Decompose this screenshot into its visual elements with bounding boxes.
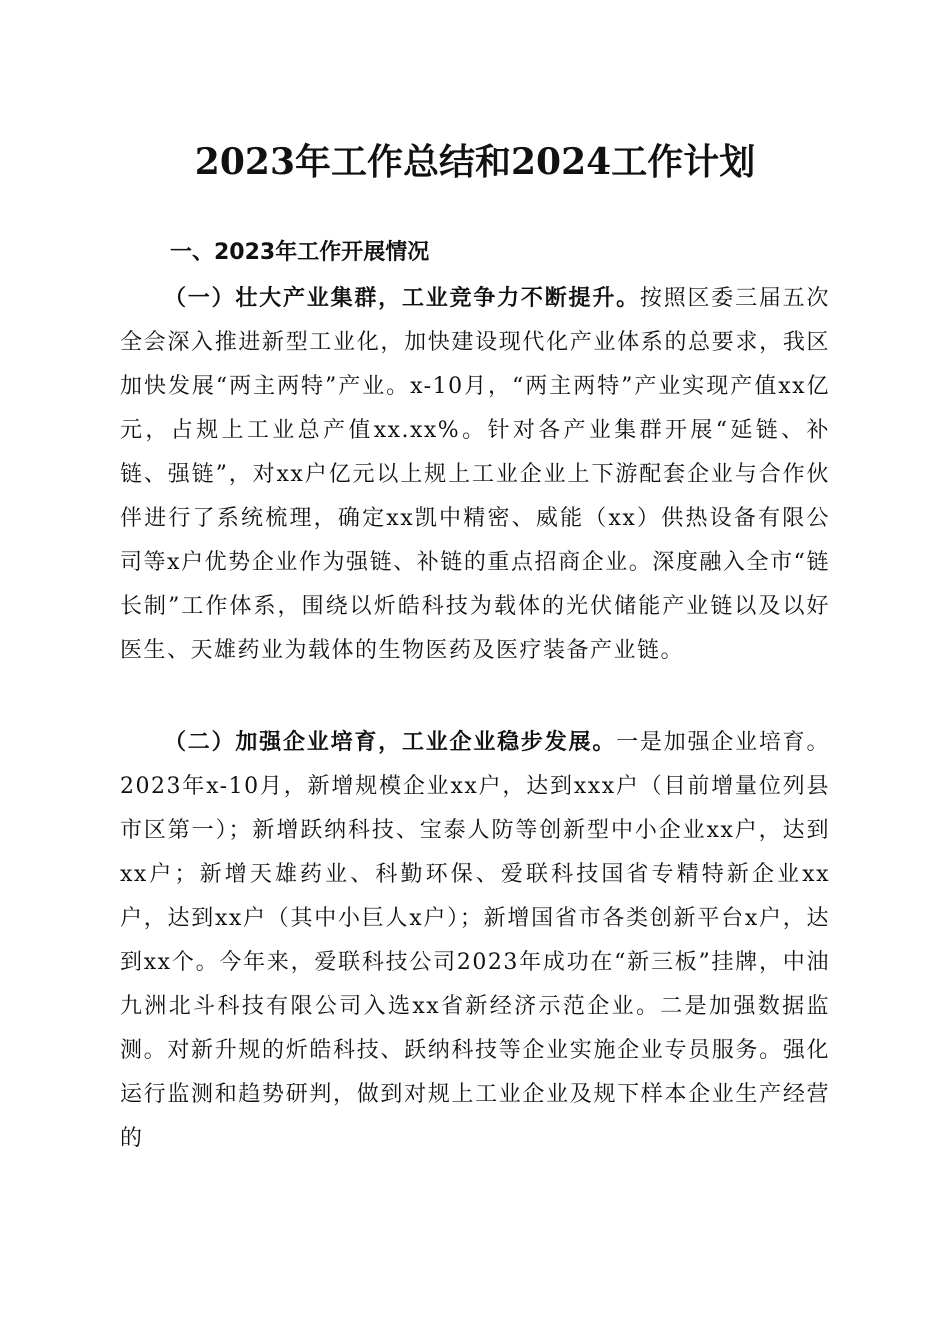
section-heading: 一、2023年工作开展情况 [170,240,430,265]
paragraph-1-body: 按照区委三届五次全会深入推进新型工业化，加快建设现代化产业体系的总要求，我区加快发展“两主两特”产业。x-10月，“两主两特”产业实现产值xx亿元，占规上工业总产值xx.xx%。针对各产业集群开展“延链、补链、强链”，对xx户亿元以上规上工业企业上下游配套企业与合作伙伴进行了系统梳理，确定xx凯中精密、威能（xx）供热设备有限公司等x户优势企业作为强链、补链的重点招商企业。深度融入全市“链长制”工作体系，围绕以炘皓科技为载体的光伏储能产业链以及以好医生、天雄药业为载体的生物医药及医疗装备产业链。 [120,286,830,663]
paragraph-1 [120,277,830,673]
paragraph-2-body: 一是加强企业培育。2023年x-10月，新增规模企业xx户，达到xxx户（目前增量位列县市区第一）；新增跃纳科技、宝泰人防等创新型中小企业xx户，达到xx户；新增天雄药业、科勤环保、爱联科技国省专精特新企业xx户，达到xx户（其中小巨人x户）；新增国省市各类创新平台x户，达到xx个。今年来，爱联科技公司2023年成功在“新三板”挂牌，中油九洲北斗科技有限公司入选xx省新经济示范企业。二是加强数据监测。对新升规的炘皓科技、跃纳科技等企业实施企业专员服务。强化运行监测和趋势研判，做到对规上工业企业及规下样本企业生产经营的 [120,730,830,1151]
paragraph-1-lead: （一）壮大产业集群，工业竞争力不断提升。 [164,286,640,311]
paragraph-2-lead: （二）加强企业培育，工业企业稳步发展。 [164,730,617,755]
document-title: 2023年工作总结和2024工作计划 [194,141,756,183]
paragraph-2 [120,721,830,1161]
